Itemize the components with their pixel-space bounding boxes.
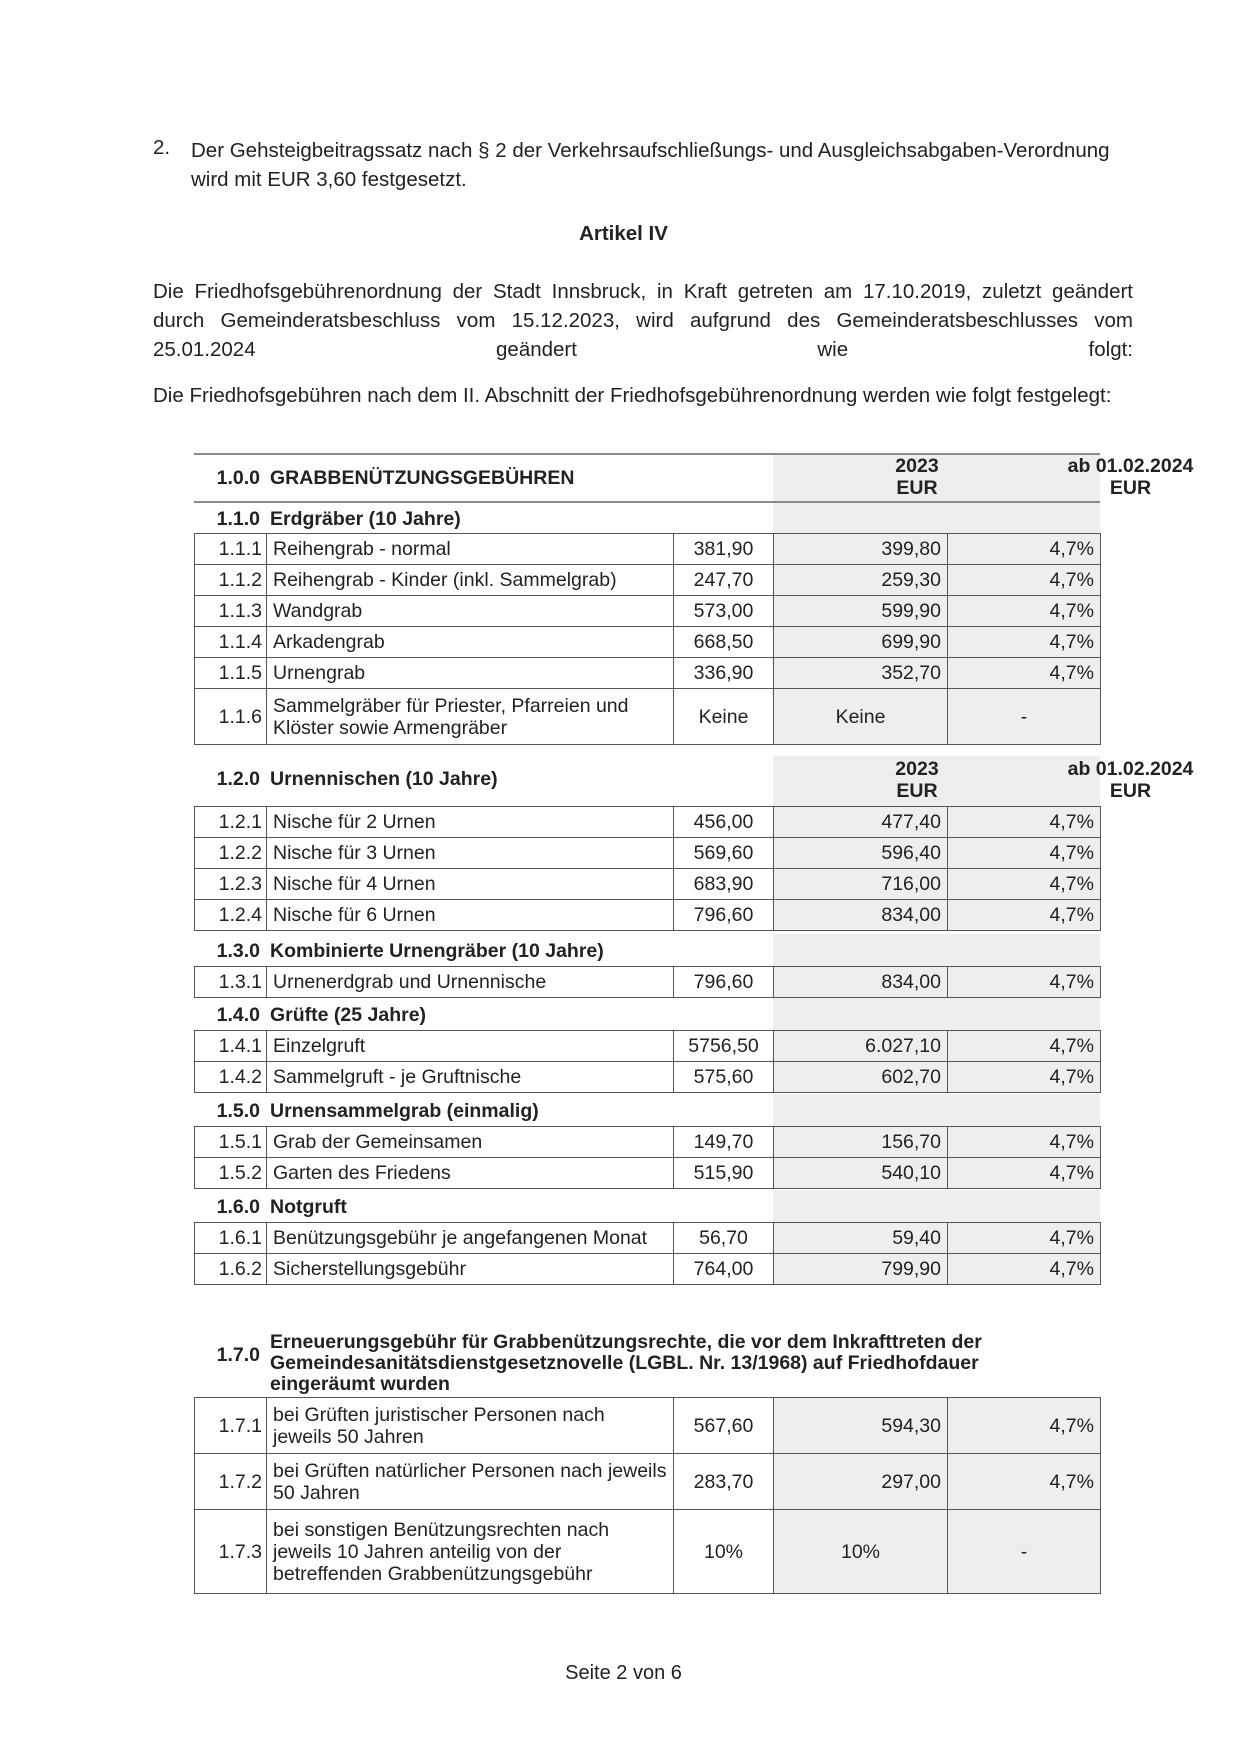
column-header-2023 (867, 455, 967, 499)
table-row (195, 596, 1101, 627)
row-label: bei sonstigen Benützungsrechten nach jeweils 10 Jahren anteilig von der betreffenden Grabbenützungsgebühr (267, 1510, 674, 1594)
section-title: Grüfte (25 Jahre) (270, 1004, 427, 1026)
fee-2023: 569,60 (674, 838, 774, 869)
table-row (195, 838, 1101, 869)
fee-2024: 352,70 (774, 658, 948, 689)
section-title: Erdgräber (10 Jahre) (270, 508, 461, 530)
header-bottom-rule (194, 501, 1100, 503)
fee-2024: 599,90 (774, 596, 948, 627)
fee-2024: 59,40 (774, 1223, 948, 1254)
row-code: 1.2.2 (195, 838, 267, 869)
fee-2024: 799,90 (774, 1254, 948, 1285)
fee-change: 4,7% (948, 869, 1101, 900)
fee-2024: Keine (774, 689, 948, 745)
row-label: Sicherstellungsgebühr (267, 1254, 674, 1285)
shade-1-6 (773, 1190, 1100, 1222)
table-row (195, 1454, 1101, 1510)
table-row (195, 807, 1101, 838)
fee-2023: 683,90 (674, 869, 774, 900)
fee-2023: 575,60 (674, 1062, 774, 1093)
section-title: Urnennischen (10 Jahre) (270, 768, 498, 790)
table-row (195, 869, 1101, 900)
row-code: 1.2.1 (195, 807, 267, 838)
fee-change: 4,7% (948, 596, 1101, 627)
header-date: ab 01.02.2024 (1067, 455, 1194, 477)
fee-2023: 149,70 (674, 1127, 774, 1158)
header-currency: EUR (1109, 780, 1152, 802)
fee-2023: 56,70 (674, 1223, 774, 1254)
row-label: Urnenerdgrab und Urnennische (267, 967, 674, 998)
fee-2024: 699,90 (774, 627, 948, 658)
fee-change: 4,7% (948, 1454, 1101, 1510)
fee-table-1-6 (194, 1222, 1101, 1285)
list-item-number: 2. (153, 136, 171, 159)
fee-change: 4,7% (948, 1158, 1101, 1189)
article-heading: Artikel IV (579, 222, 668, 245)
fee-2023: 283,70 (674, 1454, 774, 1510)
table-row (195, 1398, 1101, 1454)
row-code: 1.4.2 (195, 1062, 267, 1093)
header-currency: EUR (896, 780, 938, 802)
header-year: 2023 (895, 455, 939, 477)
header-currency: EUR (1109, 477, 1152, 499)
fee-2024: 399,80 (774, 534, 948, 565)
fee-change: - (948, 1510, 1101, 1594)
row-label: Nische für 2 Urnen (267, 807, 674, 838)
row-label: Garten des Friedens (267, 1158, 674, 1189)
fee-2024: 477,40 (774, 807, 948, 838)
fee-2024: 6.027,10 (774, 1031, 948, 1062)
row-label: Wandgrab (267, 596, 674, 627)
row-label: Nische für 6 Urnen (267, 900, 674, 931)
row-label: Reihengrab - normal (267, 534, 674, 565)
header-year: 2023 (895, 758, 939, 780)
row-label: Sammelgruft - je Gruftnische (267, 1062, 674, 1093)
section-title: Notgruft (270, 1196, 347, 1218)
table-row (195, 565, 1101, 596)
table-row (195, 1158, 1101, 1189)
section-heading-main (194, 453, 1194, 501)
table-row (195, 1254, 1101, 1285)
fee-2023: 796,60 (674, 900, 774, 931)
fee-table-1-1 (194, 533, 1101, 745)
row-code: 1.1.2 (195, 565, 267, 596)
fee-2024: 297,00 (774, 1454, 948, 1510)
fee-2024: 602,70 (774, 1062, 948, 1093)
fee-2024: 10% (774, 1510, 948, 1594)
column-header-2023 (867, 758, 967, 802)
fee-change: - (948, 689, 1101, 745)
row-label: Arkadengrab (267, 627, 674, 658)
row-code: 1.1.3 (195, 596, 267, 627)
row-code: 1.1.1 (195, 534, 267, 565)
fee-2023: 5756,50 (674, 1031, 774, 1062)
shade-1-3 (773, 934, 1100, 966)
table-row (195, 658, 1101, 689)
row-code: 1.1.4 (195, 627, 267, 658)
table-row (195, 534, 1101, 565)
section-code: 1.3.0 (216, 940, 260, 962)
table-row (195, 967, 1101, 998)
fee-2023: 10% (674, 1510, 774, 1594)
row-label: Sammelgräber für Priester, Pfarreien und Klöster sowie Armengräber (267, 689, 674, 745)
fee-2023: 796,60 (674, 967, 774, 998)
section-code: 1.6.0 (216, 1196, 260, 1218)
fee-2024: 834,00 (774, 967, 948, 998)
row-code: 1.2.3 (195, 869, 267, 900)
section-code: 1.5.0 (216, 1100, 260, 1122)
fee-2024: 259,30 (774, 565, 948, 596)
table-row (195, 900, 1101, 931)
table-row (195, 627, 1101, 658)
row-label: Urnengrab (267, 658, 674, 689)
fee-change: 4,7% (948, 1398, 1101, 1454)
table-row (195, 1223, 1101, 1254)
row-code: 1.5.1 (195, 1127, 267, 1158)
row-code: 1.7.2 (195, 1454, 267, 1510)
row-code: 1.3.1 (195, 967, 267, 998)
row-code: 1.2.4 (195, 900, 267, 931)
shade-1-5 (773, 1094, 1100, 1126)
fee-2023: 764,00 (674, 1254, 774, 1285)
row-code: 1.7.1 (195, 1398, 267, 1454)
table-row (195, 1127, 1101, 1158)
fee-change: 4,7% (948, 1223, 1101, 1254)
table-row (195, 1062, 1101, 1093)
fee-change: 4,7% (948, 627, 1101, 658)
fee-2024: 834,00 (774, 900, 948, 931)
row-code: 1.4.1 (195, 1031, 267, 1062)
row-label: Reihengrab - Kinder (inkl. Sammelgrab) (267, 565, 674, 596)
row-code: 1.5.2 (195, 1158, 267, 1189)
row-label: Einzelgruft (267, 1031, 674, 1062)
row-label: Benützungsgebühr je angefangenen Monat (267, 1223, 674, 1254)
row-label: Nische für 3 Urnen (267, 838, 674, 869)
fee-2024: 540,10 (774, 1158, 948, 1189)
fee-table-1-2 (194, 806, 1101, 931)
section-code: 1.4.0 (216, 1004, 260, 1026)
section-title: Kombinierte Urnengräber (10 Jahre) (270, 940, 604, 962)
table-row (195, 1031, 1101, 1062)
fee-change: 4,7% (948, 1062, 1101, 1093)
row-label: bei Grüften juristischer Personen nach jeweils 50 Jahren (267, 1398, 674, 1454)
fee-change: 4,7% (948, 658, 1101, 689)
paragraph-fees: Die Friedhofsgebühren nach dem II. Abschnitt der Friedhofsgebührenordnung werden wie folgt festgelegt: (153, 384, 1112, 407)
row-code: 1.7.3 (195, 1510, 267, 1594)
fee-2023: 336,90 (674, 658, 774, 689)
fee-2023: 567,60 (674, 1398, 774, 1454)
row-label: bei Grüften natürlicher Personen nach jeweils 50 Jahren (267, 1454, 674, 1510)
fee-2023: 573,00 (674, 596, 774, 627)
row-label: Grab der Gemeinsamen (267, 1127, 674, 1158)
section-title: Erneuerungsgebühr für Grabbenützungsrechte, die vor dem Inkrafttreten der Gemeindesanitätsdienstgesetznovelle (LGBL. Nr. 13/1968) auf Friedhofdauer eingeräumt wurden (270, 1331, 982, 1395)
fee-change: 4,7% (948, 534, 1101, 565)
page-number: Seite 2 von 6 (565, 1662, 682, 1684)
fee-2023: Keine (674, 689, 774, 745)
section-title: Urnensammelgrab (einmalig) (270, 1100, 539, 1122)
table-row (195, 1510, 1101, 1594)
fee-table-1-7 (194, 1397, 1101, 1594)
fee-change: 4,7% (948, 900, 1101, 931)
fee-change: 4,7% (948, 1254, 1101, 1285)
column-header-2024 (967, 758, 1247, 802)
fee-2024: 156,70 (774, 1127, 948, 1158)
fee-2023: 515,90 (674, 1158, 774, 1189)
list-item-text: Der Gehsteigbeitragssatz nach § 2 der Verkehrsaufschließungs- und Ausgleichsabgaben-Verordnung wird mit EUR 3,60 festgesetzt. (191, 139, 1110, 191)
section-code: 1.0.0 (216, 467, 260, 489)
section-code: 1.1.0 (216, 508, 260, 530)
fee-2024: 716,00 (774, 869, 948, 900)
row-code: 1.1.6 (195, 689, 267, 745)
header-date: ab 01.02.2024 (1067, 758, 1194, 780)
fee-change: 4,7% (948, 967, 1101, 998)
fee-2023: 381,90 (674, 534, 774, 565)
header-currency: EUR (896, 477, 938, 499)
section-code: 1.7.0 (216, 1344, 260, 1366)
row-code: 1.6.2 (195, 1254, 267, 1285)
section-code: 1.2.0 (216, 768, 260, 790)
fee-change: 4,7% (948, 565, 1101, 596)
fee-2023: 668,50 (674, 627, 774, 658)
column-header-2024 (967, 455, 1247, 499)
row-code: 1.1.5 (195, 658, 267, 689)
fee-table-1-4 (194, 1030, 1101, 1093)
row-label: Nische für 4 Urnen (267, 869, 674, 900)
fee-table-1-3 (194, 966, 1101, 998)
fee-change: 4,7% (948, 1031, 1101, 1062)
fee-change: 4,7% (948, 1127, 1101, 1158)
shade-1-4 (773, 998, 1100, 1030)
row-code: 1.6.1 (195, 1223, 267, 1254)
section-title: GRABBENÜTZUNGSGEBÜHREN (270, 467, 575, 489)
fee-change: 4,7% (948, 807, 1101, 838)
fee-2023: 247,70 (674, 565, 774, 596)
fee-table-1-5 (194, 1126, 1101, 1189)
fee-2023: 456,00 (674, 807, 774, 838)
fee-2024: 594,30 (774, 1398, 948, 1454)
table-row (195, 689, 1101, 745)
fee-change: 4,7% (948, 838, 1101, 869)
section-heading-1-2 (194, 756, 1194, 806)
fee-2024: 596,40 (774, 838, 948, 869)
paragraph-amendment: Die Friedhofsgebührenordnung der Stadt Innsbruck, in Kraft getreten am 17.10.2019, zuletzt geändert durch Gemeinderatsbeschluss vom 15.12.2023, wird aufgrund des Gemeinderatsbeschlusses vom 25.01.2024 geändert wie folgt: (153, 280, 1133, 361)
